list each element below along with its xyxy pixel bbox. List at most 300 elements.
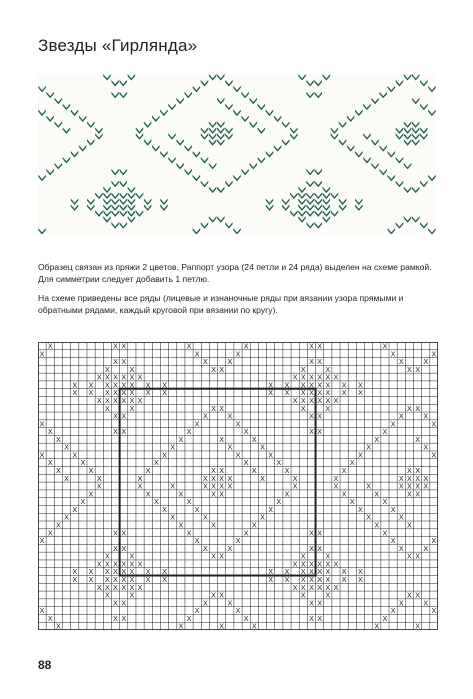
chart-stitch-mark: X <box>113 357 118 367</box>
chart-stitch-mark: X <box>423 357 429 367</box>
chart-stitch-mark: X <box>358 567 363 577</box>
chart-stitch-mark: X <box>374 434 380 444</box>
chart-stitch-mark: X <box>121 559 127 569</box>
chart-stitch-mark: X <box>309 528 314 538</box>
knit-sample-photo <box>38 74 436 234</box>
chart-stitch-mark: X <box>104 388 110 398</box>
chart-stitch-mark: X <box>268 388 274 398</box>
chart-stitch-mark: X <box>358 388 363 398</box>
chart-stitch-mark: X <box>129 395 135 405</box>
chart-stitch-mark: X <box>39 606 45 616</box>
chart-stitch-mark: X <box>398 481 404 491</box>
chart-stitch-mark: X <box>309 598 314 608</box>
chart-stitch-mark: X <box>113 342 118 351</box>
chart-stitch-mark: X <box>382 427 388 437</box>
chart-stitch-mark: X <box>415 364 420 374</box>
chart-stitch-mark: X <box>300 388 306 398</box>
chart-stitch-mark: X <box>145 567 151 577</box>
chart-stitch-mark: X <box>194 536 200 546</box>
chart-stitch-mark: X <box>113 543 118 553</box>
chart-stitch-mark: X <box>431 536 437 546</box>
chart-stitch-mark: X <box>219 590 225 600</box>
chart-stitch-mark: X <box>268 380 274 390</box>
chart-stitch-mark: X <box>202 411 208 421</box>
chart-stitch-mark: X <box>194 349 200 359</box>
chart-stitch-mark: X <box>104 582 110 592</box>
chart-stitch-mark: X <box>202 512 208 522</box>
chart-stitch-mark: X <box>325 372 331 382</box>
chart-stitch-mark: X <box>235 606 241 616</box>
chart-stitch-mark: X <box>121 567 127 577</box>
chart-stitch-mark: X <box>121 372 127 382</box>
chart-stitch-mark: X <box>211 473 216 483</box>
chart-stitch-mark: X <box>121 357 127 367</box>
chart-stitch-mark: X <box>104 372 110 382</box>
chart-stitch-mark: X <box>137 481 143 491</box>
chart-stitch-mark: X <box>88 466 94 476</box>
chart-stitch-mark: X <box>382 342 388 351</box>
chart-stitch-mark: X <box>104 395 110 405</box>
chart-stitch-mark: X <box>194 419 200 429</box>
chart-stitch-mark: X <box>96 473 102 483</box>
chart-stitch-mark: X <box>317 543 323 553</box>
chart-stitch-mark: X <box>219 621 225 630</box>
chart-stitch-mark: X <box>129 567 135 577</box>
chart-stitch-mark: X <box>186 613 192 623</box>
chart-stitch-mark: X <box>227 473 233 483</box>
chart-stitch-mark: X <box>251 520 257 530</box>
chart-stitch-mark: X <box>47 342 53 351</box>
chart-stitch-mark: X <box>407 364 412 374</box>
chart-stitch-mark: X <box>374 621 380 630</box>
chart-stitch-mark: X <box>162 450 167 460</box>
chart-stitch-mark: X <box>113 559 118 569</box>
chart-stitch-mark: X <box>113 395 118 405</box>
chart-stitch-mark: X <box>309 575 314 585</box>
chart-stitch-mark: X <box>162 575 167 585</box>
chart-stitch-mark: X <box>96 582 102 592</box>
chart-stitch-mark: X <box>358 450 363 460</box>
chart-stitch-mark: X <box>341 380 347 390</box>
chart-stitch-mark: X <box>104 403 110 413</box>
chart-stitch-mark: X <box>243 342 249 351</box>
chart-stitch-mark: X <box>341 388 347 398</box>
chart-stitch-mark: X <box>382 613 388 623</box>
chart-stitch-mark: X <box>382 528 388 538</box>
chart-stitch-mark: X <box>243 528 249 538</box>
chart-stitch-mark: X <box>333 372 339 382</box>
chart-stitch-mark: X <box>309 388 314 398</box>
chart-stitch-mark: X <box>390 349 396 359</box>
chart-stitch-mark: X <box>390 504 396 514</box>
chart-stitch-mark: X <box>431 450 437 460</box>
chart-stitch-mark: X <box>390 419 396 429</box>
chart-stitch-mark: X <box>341 567 347 577</box>
chart-stitch-mark: X <box>382 497 388 507</box>
chart-stitch-mark: X <box>145 380 151 390</box>
chart-note-paragraph: На схеме приведены все ряды (лицевые и изнаночные ряды при вязании узора прямыми и обратными рядами, каждый круговой при вязании по кругу). <box>38 293 404 315</box>
chart-stitch-mark: X <box>96 372 102 382</box>
chart-stitch-mark: X <box>268 504 274 514</box>
chart-stitch-mark: X <box>211 403 216 413</box>
chart-stitch-mark: X <box>64 442 69 452</box>
chart-stitch-mark: X <box>325 567 331 577</box>
chart-stitch-mark: X <box>129 380 135 390</box>
chart-stitch-mark: X <box>423 481 429 491</box>
chart-stitch-mark: X <box>104 364 110 374</box>
chart-stitch-mark: X <box>211 590 216 600</box>
chart-stitch-mark: X <box>260 442 265 452</box>
chart-stitch-mark: X <box>47 427 53 437</box>
chart-stitch-mark: X <box>317 342 323 351</box>
chart-stitch-mark: X <box>153 497 159 507</box>
chart-stitch-mark: X <box>374 520 380 530</box>
chart-stitch-mark: X <box>292 473 298 483</box>
chart-stitch-mark: X <box>243 458 249 468</box>
chart-stitch-mark: X <box>88 489 94 499</box>
chart-stitch-mark: X <box>145 466 151 476</box>
chart-stitch-mark: X <box>129 559 135 569</box>
chart-stitch-mark: X <box>96 559 102 569</box>
chart-stitch-mark: X <box>96 481 102 491</box>
chart-stitch-mark: X <box>415 403 420 413</box>
chart-stitch-mark: X <box>300 590 306 600</box>
chart-stitch-mark: X <box>317 411 323 421</box>
chart-stitch-mark: X <box>276 458 282 468</box>
chart-stitch-mark: X <box>300 567 306 577</box>
chart-stitch-mark: X <box>300 559 306 569</box>
chart-stitch-mark: X <box>390 606 396 616</box>
chart-stitch-mark: X <box>39 536 45 546</box>
chart-stitch-mark: X <box>423 473 429 483</box>
chart-stitch-mark: X <box>113 372 118 382</box>
chart-stitch-mark: X <box>366 481 372 491</box>
chart-stitch-mark: X <box>104 380 110 390</box>
chart-stitch-mark: X <box>243 427 249 437</box>
chart-stitch-mark: X <box>113 380 118 390</box>
chart-stitch-mark: X <box>88 575 94 585</box>
chart-stitch-mark: X <box>407 466 412 476</box>
chart-stitch-mark: X <box>219 473 225 483</box>
chart-stitch-mark: X <box>129 590 135 600</box>
chart-stitch-mark: X <box>121 598 127 608</box>
chart-stitch-mark: X <box>104 575 110 585</box>
chart-stitch-mark: X <box>88 388 94 398</box>
chart-stitch-mark: X <box>96 395 102 405</box>
chart-stitch-mark: X <box>292 481 298 491</box>
chart-stitch-mark: X <box>39 450 45 460</box>
chart-stitch-mark: X <box>333 559 339 569</box>
chart-stitch-mark: X <box>47 613 53 623</box>
chart-stitch-mark: X <box>113 582 118 592</box>
chart-stitch-mark: X <box>309 559 314 569</box>
chart-stitch-mark: X <box>317 395 323 405</box>
chart-stitch-mark: X <box>374 489 380 499</box>
chart-stitch-mark: X <box>398 598 404 608</box>
chart-stitch-mark: X <box>325 364 331 374</box>
chart-stitch-mark: X <box>219 481 225 491</box>
chart-stitch-mark: X <box>227 543 233 553</box>
chart-stitch-mark: X <box>72 575 78 585</box>
chart-stitch-mark: X <box>113 528 118 538</box>
chart-stitch-mark: X <box>121 575 127 585</box>
chart-stitch-mark: X <box>309 427 314 437</box>
chart-stitch-mark: X <box>268 575 274 585</box>
chart-stitch-mark: X <box>113 427 118 437</box>
chart-stitch-mark: X <box>317 575 323 585</box>
chart-stitch-mark: X <box>137 395 143 405</box>
chart-stitch-mark: X <box>64 512 69 522</box>
chart-stitch-mark: X <box>145 489 151 499</box>
chart-stitch-mark: X <box>219 489 225 499</box>
knitting-chart-grid <box>38 342 438 630</box>
chart-stitch-mark: X <box>178 520 184 530</box>
chart-stitch-mark: X <box>104 559 110 569</box>
chart-stitch-mark: X <box>341 575 347 585</box>
chart-stitch-mark: X <box>325 582 331 592</box>
chart-stitch-mark: X <box>251 466 257 476</box>
page-title: Звезды «Гирлянда» <box>38 36 198 55</box>
chart-stitch-mark: X <box>317 372 323 382</box>
chart-stitch-mark: X <box>300 380 306 390</box>
chart-stitch-mark: X <box>186 427 192 437</box>
chart-stitch-mark: X <box>235 536 241 546</box>
chart-stitch-mark: X <box>358 380 363 390</box>
chart-stitch-mark: X <box>219 364 225 374</box>
chart-stitch-mark: X <box>309 372 314 382</box>
knit-sample-image <box>38 74 436 234</box>
chart-stitch-mark: X <box>366 512 372 522</box>
chart-stitch-mark: X <box>325 380 331 390</box>
chart-stitch-mark: X <box>317 380 323 390</box>
chart-stitch-mark: X <box>56 434 61 444</box>
chart-stitch-mark: X <box>317 598 323 608</box>
chart-stitch-mark: X <box>162 504 167 514</box>
chart-stitch-mark: X <box>88 567 94 577</box>
chart-stitch-mark: X <box>211 466 216 476</box>
description-paragraph: Образец связан из пряжи 2 цветов. Раппорт узора (24 петли и 24 ряда) выделен на схеме рамкой. Для симметрии следует добавить 1 петлю. <box>38 262 432 284</box>
chart-stitch-mark: X <box>423 598 429 608</box>
chart-stitch-mark: X <box>358 575 363 585</box>
chart-stitch-mark: X <box>178 434 184 444</box>
chart-stitch-mark: X <box>121 411 127 421</box>
chart-stitch-mark: X <box>292 395 298 405</box>
chart-stitch-mark: X <box>162 380 167 390</box>
chart-stitch-mark: X <box>121 427 127 437</box>
chart-stitch-mark: X <box>137 473 143 483</box>
chart-stitch-mark: X <box>113 567 118 577</box>
chart-stitch-mark: X <box>137 372 143 382</box>
chart-stitch-mark: X <box>341 466 347 476</box>
chart-stitch-mark: X <box>431 349 437 359</box>
chart-stitch-mark: X <box>104 551 110 561</box>
chart-stitch-mark: X <box>121 528 127 538</box>
chart-stitch-mark: X <box>104 590 110 600</box>
chart-stitch-mark: X <box>423 543 429 553</box>
chart-stitch-mark: X <box>211 520 216 530</box>
chart-stitch-mark: X <box>129 551 135 561</box>
chart-stitch-mark: X <box>129 582 135 592</box>
chart-stitch-mark: X <box>398 512 404 522</box>
chart-stitch-mark: X <box>113 388 118 398</box>
chart-stitch-mark: X <box>317 388 323 398</box>
chart-stitch-mark: X <box>227 442 233 452</box>
chart-stitch-mark: X <box>186 528 192 538</box>
knit-background <box>38 74 436 234</box>
chart-stitch-mark: X <box>317 427 323 437</box>
chart-stitch-mark: X <box>137 559 143 569</box>
chart-stitch-mark: X <box>300 395 306 405</box>
chart-stitch-mark: X <box>113 411 118 421</box>
chart-stitch-mark: X <box>121 582 127 592</box>
knitting-chart <box>38 342 438 630</box>
chart-stitch-mark: X <box>251 434 257 444</box>
chart-stitch-mark: X <box>186 342 192 351</box>
chart-stitch-mark: X <box>415 466 420 476</box>
chart-stitch-mark: X <box>309 543 314 553</box>
chart-stitch-mark: X <box>284 489 290 499</box>
chart-stitch-mark: X <box>219 466 225 476</box>
chart-stitch-mark: X <box>243 613 249 623</box>
chart-stitch-mark: X <box>284 466 290 476</box>
chart-stitch-mark: X <box>415 473 420 483</box>
chart-stitch-mark: X <box>235 349 241 359</box>
chart-stitch-mark: X <box>300 403 306 413</box>
chart-stitch-mark: X <box>431 419 437 429</box>
chart-stitch-mark: X <box>178 621 184 630</box>
chart-stitch-mark: X <box>309 613 314 623</box>
chart-stitch-mark: X <box>284 575 290 585</box>
chart-stitch-mark: X <box>300 551 306 561</box>
chart-stitch-mark: X <box>104 567 110 577</box>
chart-stitch-mark: X <box>398 473 404 483</box>
chart-stitch-mark: X <box>407 590 412 600</box>
chart-stitch-mark: X <box>268 450 274 460</box>
chart-stitch-mark: X <box>431 606 437 616</box>
chart-stitch-mark: X <box>349 497 355 507</box>
chart-stitch-mark: X <box>113 613 118 623</box>
chart-stitch-mark: X <box>309 380 314 390</box>
chart-stitch-mark: X <box>113 598 118 608</box>
chart-stitch-mark: X <box>227 598 233 608</box>
chart-stitch-mark: X <box>219 403 225 413</box>
chart-stitch-mark: X <box>88 380 94 390</box>
chart-stitch-mark: X <box>121 342 127 351</box>
chart-stitch-mark: X <box>309 567 314 577</box>
chart-stitch-mark: X <box>309 357 314 367</box>
chart-stitch-mark: X <box>211 364 216 374</box>
chart-stitch-mark: X <box>219 434 225 444</box>
chart-stitch-mark: X <box>407 473 412 483</box>
chart-stitch-mark: X <box>137 582 143 592</box>
chart-stitch-mark: X <box>129 364 135 374</box>
chart-stitch-mark: X <box>284 380 290 390</box>
chart-stitch-mark: X <box>145 388 151 398</box>
chart-stitch-mark: X <box>170 481 176 491</box>
chart-stitch-mark: X <box>415 551 420 561</box>
chart-stitch-mark: X <box>39 349 45 359</box>
chart-stitch-mark: X <box>219 551 225 561</box>
chart-stitch-mark: X <box>325 590 331 600</box>
chart-stitch-mark: X <box>80 497 86 507</box>
chart-stitch-mark: X <box>170 442 176 452</box>
chart-stitch-mark: X <box>260 473 265 483</box>
chart-stitch-mark: X <box>358 504 363 514</box>
chart-stitch-mark: X <box>194 504 200 514</box>
chart-stitch-mark: X <box>325 388 331 398</box>
chart-stitch-mark: X <box>398 543 404 553</box>
chart-stitch-mark: X <box>194 606 200 616</box>
chart-stitch-mark: X <box>56 621 61 630</box>
chart-stitch-mark: X <box>80 458 86 468</box>
chart-stitch-mark: X <box>333 395 339 405</box>
chart-stitch-mark: X <box>366 442 372 452</box>
chart-stitch-mark: X <box>407 520 412 530</box>
chart-stitch-mark: X <box>292 582 298 592</box>
chart-stitch-mark: X <box>121 613 127 623</box>
chart-stitch-mark: X <box>407 403 412 413</box>
chart-stitch-mark: X <box>121 380 127 390</box>
chart-stitch-mark: X <box>309 582 314 592</box>
chart-stitch-mark: X <box>300 575 306 585</box>
chart-stitch-mark: X <box>170 512 176 522</box>
chart-stitch-mark: X <box>227 411 233 421</box>
chart-stitch-mark: X <box>309 411 314 421</box>
chart-stitch-mark: X <box>325 575 331 585</box>
chart-stitch-mark: X <box>341 489 347 499</box>
chart-stitch-mark: X <box>284 388 290 398</box>
chart-stitch-mark: X <box>276 497 282 507</box>
chart-stitch-mark: X <box>325 403 331 413</box>
chart-stitch-mark: X <box>292 372 298 382</box>
chart-stitch-mark: X <box>415 434 420 444</box>
chart-stitch-mark: X <box>407 551 412 561</box>
chart-stitch-mark: X <box>113 575 118 585</box>
chart-stitch-mark: X <box>129 403 135 413</box>
chart-stitch-mark: X <box>333 481 339 491</box>
chart-stitch-mark: X <box>423 411 429 421</box>
chart-stitch-mark: X <box>162 567 167 577</box>
chart-stitch-mark: X <box>333 473 339 483</box>
chart-stitch-mark: X <box>227 481 233 491</box>
chart-stitch-mark: X <box>202 598 208 608</box>
chart-stitch-mark: X <box>202 473 208 483</box>
chart-stitch-mark: X <box>72 567 78 577</box>
chart-stitch-mark: X <box>292 559 298 569</box>
chart-stitch-mark: X <box>235 419 241 429</box>
chart-stitch-mark: X <box>202 481 208 491</box>
chart-stitch-mark: X <box>398 411 404 421</box>
chart-stitch-mark: X <box>317 613 323 623</box>
chart-stitch-mark: X <box>349 458 355 468</box>
chart-stitch-mark: X <box>202 543 208 553</box>
chart-stitch-mark: X <box>153 458 159 468</box>
chart-stitch-mark: X <box>72 450 78 460</box>
chart-stitch-mark: X <box>47 458 53 468</box>
chart-stitch-mark: X <box>309 395 314 405</box>
chart-stitch-mark: X <box>47 528 53 538</box>
chart-stitch-mark: X <box>235 450 241 460</box>
chart-stitch-mark: X <box>251 621 257 630</box>
chart-stitch-mark: X <box>300 364 306 374</box>
chart-stitch-mark: X <box>284 567 290 577</box>
chart-stitch-mark: X <box>260 512 265 522</box>
chart-stitch-mark: X <box>64 473 69 483</box>
chart-stitch-mark: X <box>407 481 412 491</box>
chart-stitch-mark: X <box>317 357 323 367</box>
chart-stitch-mark: X <box>145 575 151 585</box>
chart-stitch-mark: X <box>72 504 78 514</box>
